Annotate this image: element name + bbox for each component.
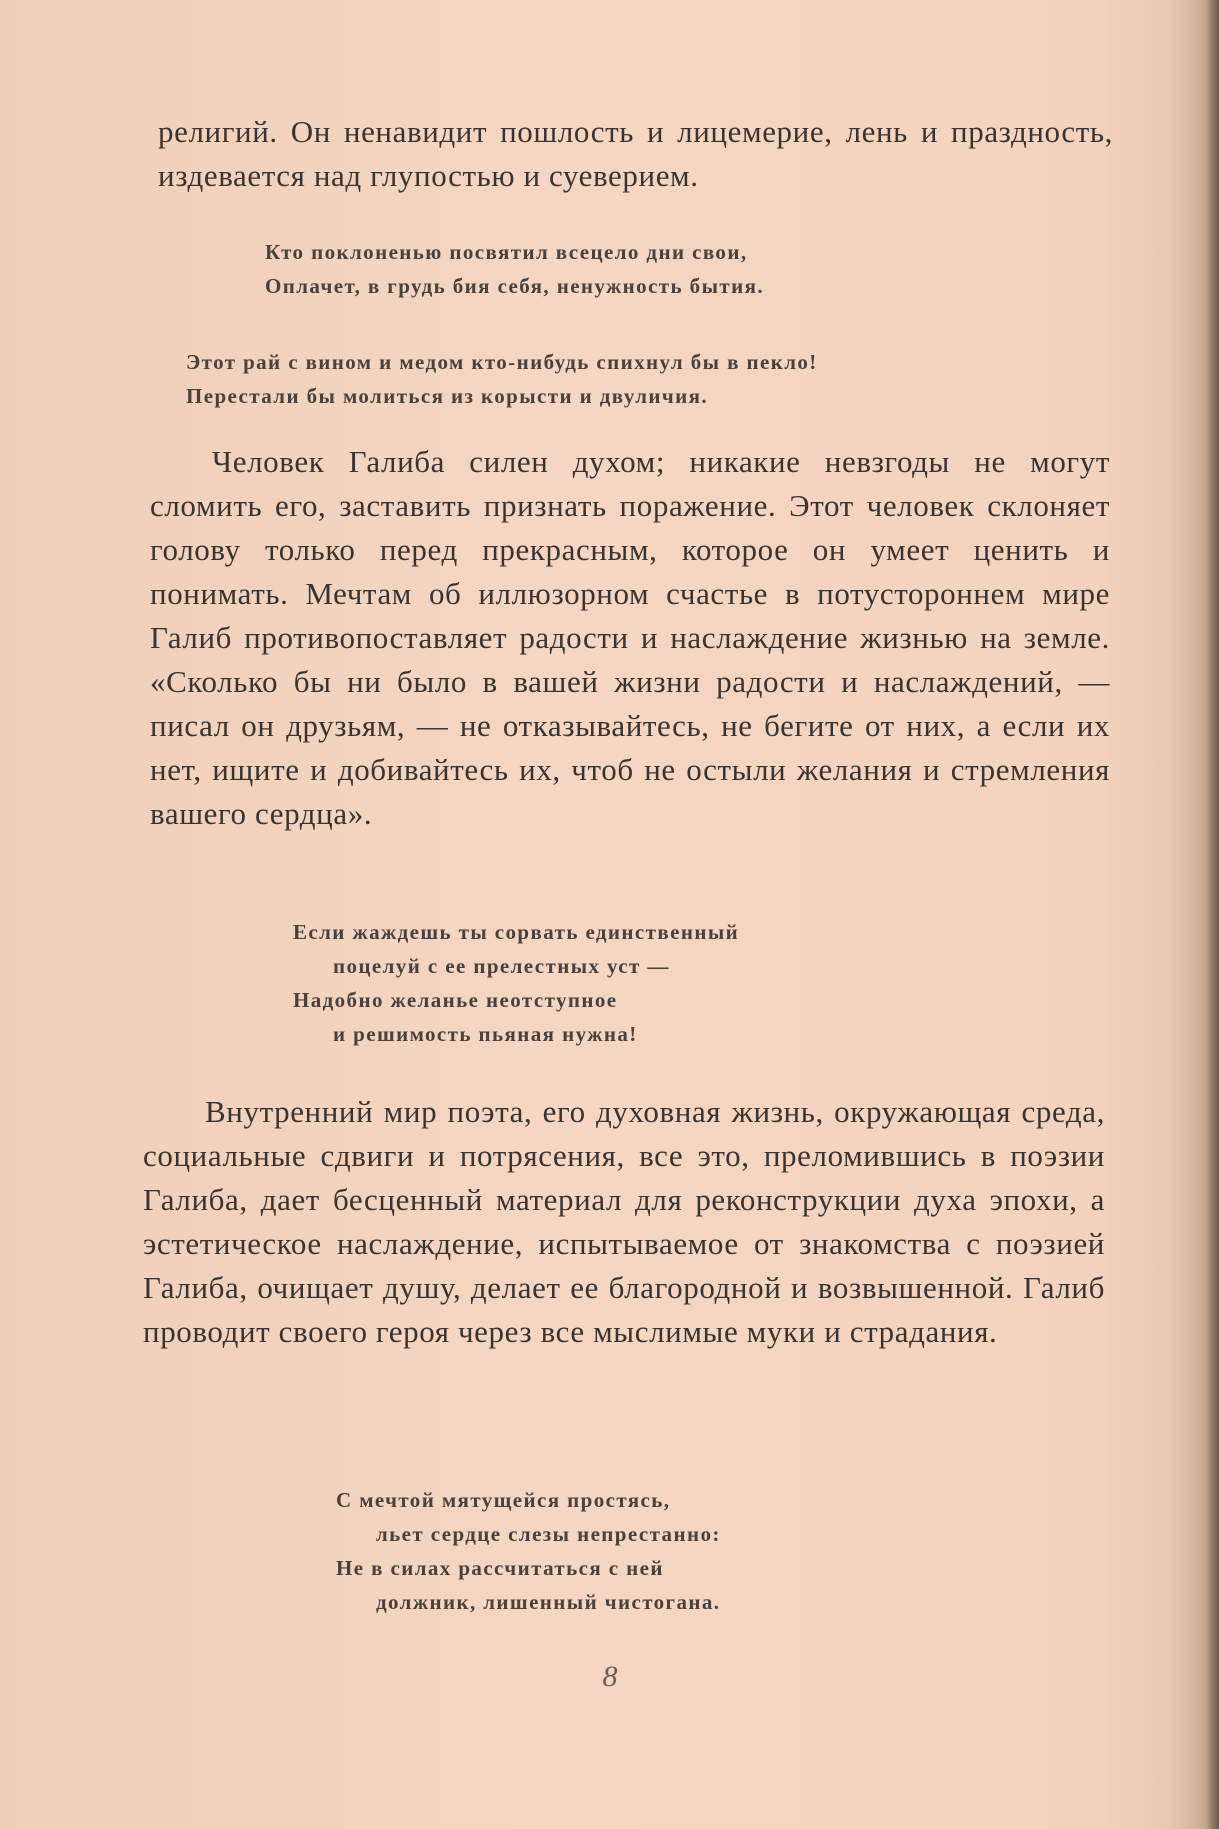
verse-line: Не в силах рассчитаться с ней	[336, 1556, 664, 1580]
page-number: 8	[602, 1660, 618, 1693]
verse-line: и решимость пьяная нужна!	[333, 1022, 638, 1046]
page-edge-shadow	[1205, 0, 1219, 1829]
verse-line: Перестали бы молиться из корысти и двуличия.	[186, 384, 709, 408]
verse-quote-3	[293, 915, 739, 1051]
verse-line: Надобно желанье неотступное	[293, 988, 618, 1012]
verse-line: поцелуй с ее прелестных уст —	[333, 954, 670, 978]
verse-quote-1	[265, 235, 764, 303]
verse-line: Оплачет, в грудь бия себя, ненужность бытия.	[265, 274, 764, 298]
verse-line: С мечтой мятущейся простясь,	[336, 1488, 671, 1512]
paragraph-galib-man	[150, 440, 1110, 836]
verse-line: льет сердце слезы непрестанно:	[376, 1522, 721, 1546]
paragraph-text: Человек Галиба силен духом; никакие невзгоды не могут сломить его, заставить признать поражение. Этот человек склоняет голову только перед прекрасным, которое он умеет ценить и понимать. Мечтам об иллюзорном счастье в потустороннем мире Галиб противопоставляет радости и наслаждение жизнью на земле. «Сколько бы ни было в вашей жизни радости и наслаждений, — писал он друзьям, — не отказывайтесь, не бегите от них, а если их нет, ищите и добивайтесь их, чтоб не остыли желания и стремления вашего сердца».	[150, 444, 1110, 831]
verse-quote-4	[336, 1483, 721, 1619]
verse-line: Этот рай с вином и медом кто-нибудь спихнул бы в пекло!	[186, 350, 818, 374]
verse-line: Если жаждешь ты сорвать единственный	[293, 920, 740, 944]
paragraph-text: Внутренний мир поэта, его духовная жизнь, окружающая среда, социальные сдвиги и потрясения, все это, преломившись в поэзии Галиба, дает бесценный материал для реконструкции духа эпохи, а эстетическое наслаждение, испытываемое от знакомства с поэзией Галиба, очищает душу, делает ее благородной и возвышенной. Галиб проводит своего героя через все мыслимые муки и страдания.	[143, 1094, 1105, 1349]
verse-line: Кто поклоненью посвятил всецело дни свои,	[265, 240, 748, 264]
paragraph-inner-world	[143, 1090, 1105, 1354]
paragraph-continuation: религий. Он ненавидит пошлость и лицемерие, лень и праздность, издевается над глупостью и суеверием.	[158, 114, 1113, 193]
verse-quote-2	[186, 345, 818, 413]
verse-line: должник, лишенный чистогана.	[376, 1590, 721, 1614]
